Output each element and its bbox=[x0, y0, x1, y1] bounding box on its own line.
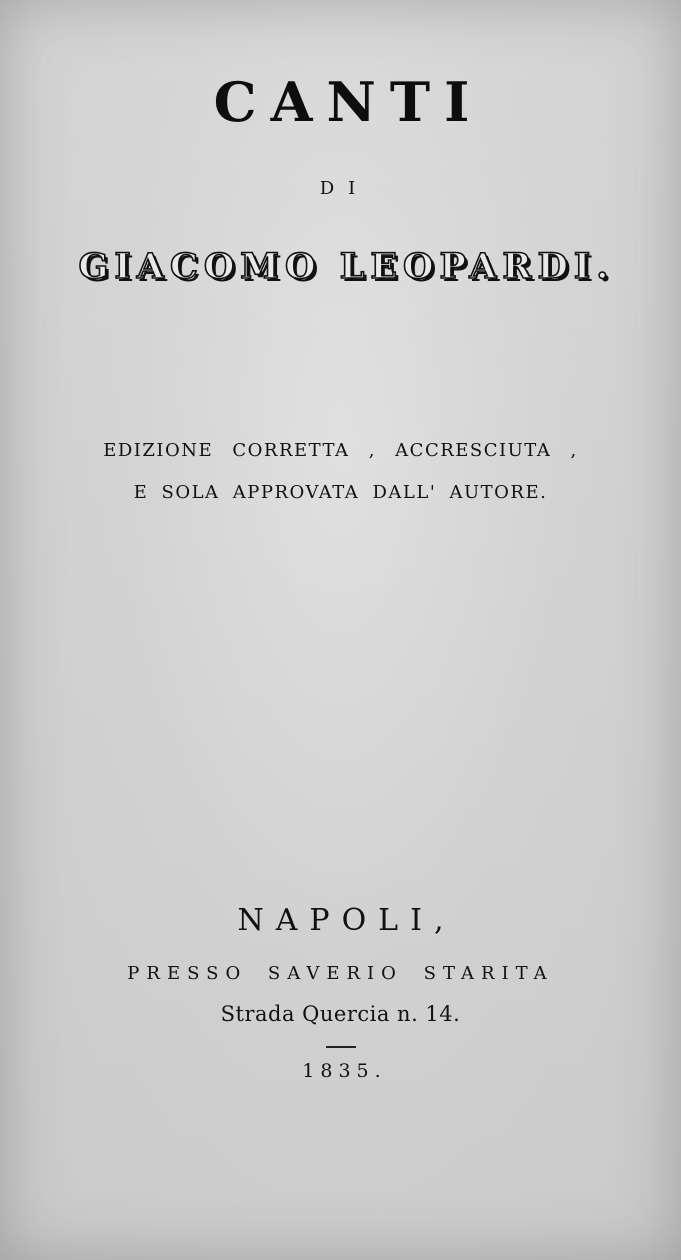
author-preposition: DI bbox=[319, 178, 370, 199]
author-name: GIACOMO LEOPARDI. bbox=[78, 246, 615, 287]
imprint-year: 1835. bbox=[302, 1060, 387, 1082]
book-title: CANTI bbox=[213, 70, 484, 134]
imprint-printer: PRESSO SAVERIO STARITA bbox=[127, 963, 554, 984]
edition-note-line-2: E SOLA APPROVATA DALL' AUTORE. bbox=[133, 482, 548, 503]
imprint-street: Strada Quercia n. 14. bbox=[220, 1002, 461, 1026]
short-divider-rule bbox=[326, 1046, 356, 1048]
edition-note-line-1: EDIZIONE CORRETTA , ACCRESCIUTA , bbox=[103, 440, 578, 461]
imprint-city: NAPOLI, bbox=[237, 903, 456, 938]
